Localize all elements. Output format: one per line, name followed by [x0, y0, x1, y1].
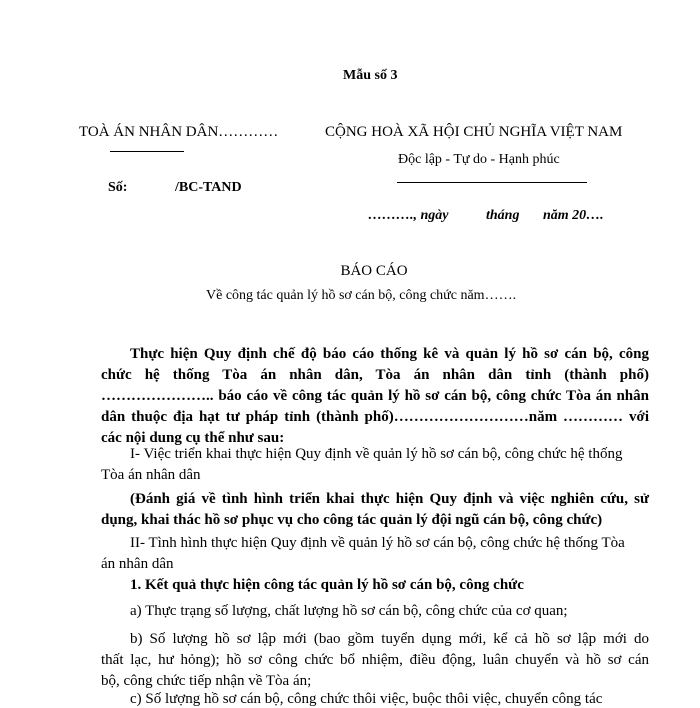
- intro-line: các nội dung cụ thể như sau:: [101, 430, 285, 446]
- item-a: a) Thực trạng số lượng, chất lượng hồ sơ cán bộ, công chức của cơ quan;: [130, 603, 568, 619]
- report-subtitle: Về công tác quản lý hồ sơ cán bộ, công chức năm…….: [206, 288, 517, 303]
- section-2-line: II- Tình hình thực hiện Quy định về quản lý hồ sơ cán bộ, công chức hệ thống Tòa: [130, 535, 625, 551]
- section-1-note-line: (Đánh giá về tình hình triển khai thực hiện Quy định và việc nghiên cứu, sử: [130, 491, 649, 507]
- item-b: [101, 629, 649, 692]
- court-underline: [110, 151, 184, 152]
- section-2-heading: [101, 533, 649, 575]
- intro-line: dân thuộc địa hạt tư pháp tỉnh (thành phố)………………………năm ………… với: [101, 409, 649, 425]
- section-1-heading: [101, 444, 649, 486]
- section-1-line: Tòa án nhân dân: [101, 467, 201, 483]
- document-number-suffix: /BC-TAND: [175, 180, 242, 195]
- date-place: ………., ngày: [368, 208, 449, 223]
- item-c: c) Số lượng hồ sơ cán bộ, công chức thôi việc, buộc thôi việc, chuyển công tác: [130, 691, 603, 707]
- motto-underline: [397, 182, 587, 183]
- nation-title: CỘNG HOÀ XÃ HỘI CHỦ NGHĨA VIỆT NAM: [325, 124, 623, 140]
- item-b-line: thất lạc, hư hỏng); hồ sơ công chức bổ nhiệm, điều động, luân chuyển và hồ sơ cán: [101, 652, 649, 668]
- item-b-line: b) Số lượng hồ sơ lập mới (bao gồm tuyển dụng mới, kể cả hồ sơ lập mới do: [130, 631, 649, 647]
- section-1-note: [101, 489, 649, 531]
- section-2-line: án nhân dân: [101, 556, 174, 572]
- intro-line: chức hệ thống Tòa án nhân dân, Tòa án nhân dân tỉnh (thành phố): [101, 367, 649, 383]
- item-b-line: bộ, công chức tiếp nhận về Tòa án;: [101, 673, 312, 689]
- date-year: năm 20….: [543, 208, 604, 223]
- court-name: TOÀ ÁN NHÂN DÂN…………: [79, 124, 279, 140]
- item-1-heading: 1. Kết quả thực hiện công tác quản lý hồ sơ cán bộ, công chức: [130, 577, 524, 593]
- national-motto: Độc lập - Tự do - Hạnh phúc: [398, 152, 560, 167]
- intro-line: Thực hiện Quy định chế độ báo cáo thống kê và quản lý hồ sơ cán bộ, công: [130, 346, 649, 362]
- intro-line: ………………….. báo cáo về công tác quản lý hồ sơ cán bộ, công chức Tòa án nhân: [101, 388, 649, 404]
- section-1-note-line: dụng, khai thác hồ sơ phục vụ cho công tác quản lý đội ngũ cán bộ, công chức): [101, 512, 603, 528]
- form-number: Mẫu số 3: [343, 68, 398, 83]
- report-title: BÁO CÁO: [340, 263, 408, 279]
- date-month: tháng: [486, 208, 520, 223]
- document-number-label: Số:: [108, 180, 128, 195]
- section-1-line: I- Việc triển khai thực hiện Quy định về quản lý hồ sơ cán bộ, công chức hệ thống: [130, 446, 623, 462]
- intro-paragraph: [101, 344, 649, 449]
